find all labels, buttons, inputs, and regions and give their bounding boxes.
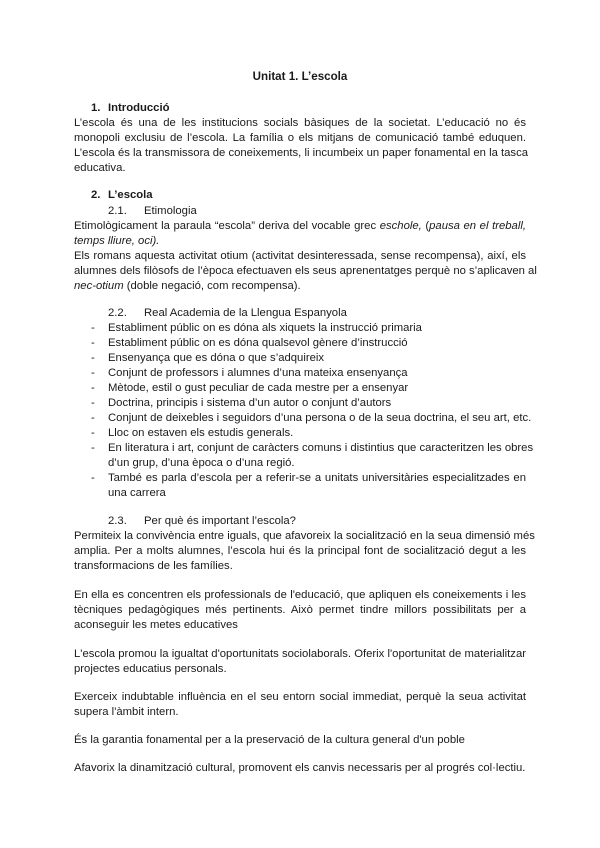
- list-item: Establiment públic on es dóna qualsevol gènere d’instrucció: [108, 337, 408, 349]
- list-item: Ensenyança que es dóna o que s’adquireix: [108, 352, 325, 364]
- list-bullet: -: [91, 427, 95, 439]
- section-2-heading: L’escola: [108, 189, 153, 201]
- subsection-2-3-number: 2.3.: [108, 515, 127, 527]
- subsection-2-1-heading: Etimologia: [144, 205, 197, 217]
- paragraph-line: L'escola promou la igualtat d'oportunitats sociolaborals. Oferix l'oportunitat de materialitzar: [74, 648, 526, 660]
- list-item: Doctrina, principis i sistema d’un autor o conjunt d’autors: [108, 397, 392, 409]
- list-item: També es parla d’escola per a referir-se a unitats universitàries especialitzades en: [108, 472, 526, 484]
- paragraph-line: Els romans aquesta activitat otium (activitat desinteressada, sense recompensa), així, els: [74, 250, 526, 262]
- list-item: Conjunt de deixebles i seguidors d’una persona o de la seua doctrina, el seu art, etc.: [108, 412, 532, 424]
- list-bullet: -: [91, 322, 95, 334]
- paragraph-line: En ella es concentren els professionals de l'educació, que apliquen els coneixements i les: [74, 589, 526, 601]
- subsection-2-1-number: 2.1.: [108, 205, 127, 217]
- section-2-number: 2.: [91, 189, 101, 201]
- paragraph-line: tècniques pedagògiques més pertinents. Això permet tindre millors possibilitats per a: [74, 604, 526, 616]
- paragraph-line: projectes educatius personals.: [74, 663, 227, 675]
- list-bullet: -: [91, 412, 95, 424]
- paragraph-line: alumnes dels filòsofs de l’època efectuaven els seus aprenentatges perquè no s’aplicaven al: [74, 265, 537, 277]
- list-bullet: -: [91, 352, 95, 364]
- paragraph-line: Afavorix la dinamització cultural, promovent els canvis necessaris per al progrés col·lectiu.: [74, 762, 526, 774]
- document-title: Unitat 1. L’escola: [252, 70, 348, 83]
- subsection-2-2-heading: Real Academia de la Llengua Espanyola: [144, 307, 347, 319]
- paren-open: (: [421, 220, 430, 232]
- list-bullet: -: [91, 382, 95, 394]
- paragraph-line: Permiteix la convivència entre iguals, que afavoreix la socialització en la seua dimensió més: [74, 530, 535, 542]
- list-item-continuation: d’un grup, d’una època o d’una regió.: [108, 457, 295, 469]
- list-item: Establiment públic on es dóna als xiquets la instrucció primaria: [108, 322, 422, 334]
- subsection-2-3-heading: Per què és important l’escola?: [144, 515, 296, 527]
- paragraph-line: monopoli exclusiu de l’escola. La família o els mitjans de comunicació també eduquen.: [74, 132, 526, 144]
- paragraph-line: L’escola és una de les institucions socials bàsiques de la societat. L’educació no és: [74, 117, 526, 129]
- list-item: Lloc on estaven els estudis generals.: [108, 427, 294, 439]
- subsection-2-2-number: 2.2.: [108, 307, 127, 319]
- list-bullet: -: [91, 367, 95, 379]
- paragraph-line: transformacions de les famílies.: [74, 560, 233, 572]
- list-item: Mètode, estil o gust peculiar de cada mestre per a ensenyar: [108, 382, 409, 394]
- paragraph-line: amplia. Per a molts alumnes, l’escola hui és la principal font de socialització degut a les: [74, 545, 526, 557]
- paragraph-line: Exerceix indubtable influència en el seu entorn social immediat, perquè la seua activitat: [74, 691, 526, 703]
- paragraph-text: (doble negació, com recompensa).: [123, 280, 301, 292]
- list-item: En literatura i art, conjunt de caràcters comuns i distintius que caracteritzen les obres: [108, 442, 534, 454]
- list-bullet: -: [91, 337, 95, 349]
- list-item-continuation: una carrera: [108, 487, 166, 499]
- paragraph-line: És la garantia fonamental per a la preservació de la cultura general d'un poble: [74, 734, 465, 746]
- paragraph-line: aconseguir les metes educatives: [74, 619, 238, 631]
- section-1-number: 1.: [91, 102, 101, 114]
- list-bullet: -: [91, 397, 95, 409]
- etymology-line-1: [74, 219, 526, 233]
- paragraph-line: supera l'àmbit intern.: [74, 706, 179, 718]
- paragraph-line: educativa.: [74, 162, 126, 174]
- list-item: Conjunt de professors i alumnes d’una mateixa ensenyança: [108, 367, 408, 379]
- meaning-text: pausa en el treball,: [429, 220, 526, 232]
- paragraph-line: [74, 279, 301, 293]
- list-bullet: -: [91, 472, 95, 484]
- etymology-text: Etimològicament la paraula “escola” deriva del vocable grec: [74, 220, 380, 232]
- list-bullet: -: [91, 442, 95, 454]
- section-1-heading: Introducció: [108, 102, 170, 114]
- greek-term: eschole,: [379, 220, 422, 232]
- etymology-line-2: temps lliure, oci).: [74, 235, 160, 247]
- nec-otium-term: nec-otium: [74, 280, 124, 292]
- paragraph-line: L’escola és la transmissora de coneixements, li incumbeix un paper fonamental en la tasca: [74, 147, 529, 159]
